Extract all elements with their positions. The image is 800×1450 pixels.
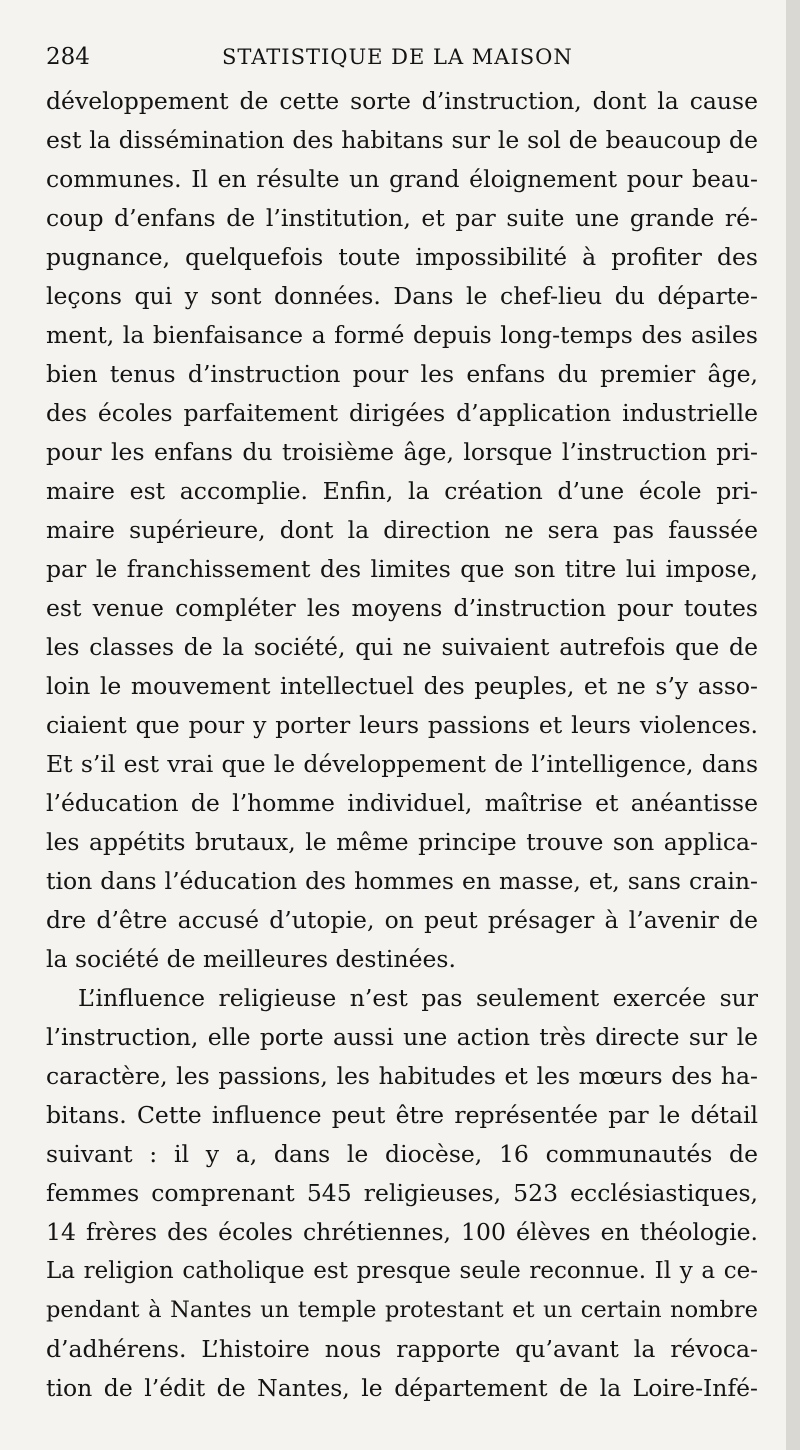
text-line: caractère, les passions, les habitudes et les mœurs des ha-	[46, 1062, 758, 1090]
running-head	[46, 40, 758, 74]
text-line: La religion catholique est presque seule reconnue. Il y a ce-	[46, 1258, 758, 1284]
text-line: bien tenus d’instruction pour les enfans du premier âge,	[46, 360, 758, 388]
text-line: dre d’être accusé d’utopie, on peut présager à l’avenir de	[46, 906, 758, 934]
text-line: maire supérieure, dont la direction ne sera pas faussée	[46, 516, 758, 544]
text-line: femmes comprenant 545 religieuses, 523 ecclésiastiques,	[46, 1179, 758, 1207]
body-text	[46, 82, 758, 1408]
text-line: tion de l’édit de Nantes, le département de la Loire-Infé-	[46, 1374, 758, 1402]
text-line: ciaient que pour y porter leurs passions et leurs violences.	[46, 711, 758, 739]
text-line: développement de cette sorte d’instruction, dont la cause	[46, 87, 758, 115]
text-line: tion dans l’éducation des hommes en masse, et, sans crain-	[46, 867, 758, 895]
text-line: ment, la bienfaisance a formé depuis long-temps des asiles	[46, 321, 758, 349]
text-line: pugnance, quelquefois toute impossibilité à profiter des	[46, 243, 758, 271]
paragraph-2	[46, 979, 758, 1408]
text-line: Et s’il est vrai que le développement de l’intelligence, dans	[46, 750, 758, 778]
text-line: bitans. Cette influence peut être représentée par le détail	[46, 1101, 758, 1129]
text-line: est la dissémination des habitans sur le sol de beaucoup de	[46, 126, 758, 154]
text-line: pendant à Nantes un temple protestant et un certain nombre	[46, 1297, 758, 1323]
text-line: 14 frères des écoles chrétiennes, 100 élèves en théologie.	[46, 1218, 758, 1246]
page-edge-shadow	[786, 0, 800, 1450]
page-number: 284	[46, 44, 90, 70]
text-line: loin le mouvement intellectuel des peuples, et ne s’y asso-	[46, 672, 758, 700]
text-line: pour les enfans du troisième âge, lorsque l’instruction pri-	[46, 438, 758, 466]
text-line: L’influence religieuse n’est pas seulement exercée sur	[78, 984, 758, 1012]
text-line: les classes de la société, qui ne suivaient autrefois que de	[46, 633, 758, 661]
text-line: d’adhérens. L’histoire nous rapporte qu’avant la révoca-	[46, 1335, 758, 1363]
text-line: leçons qui y sont données. Dans le chef-lieu du départe-	[46, 282, 758, 310]
text-line: maire est accomplie. Enfin, la création d’une école pri-	[46, 477, 758, 505]
text-line: des écoles parfaitement dirigées d’application industrielle	[46, 399, 758, 427]
text-line: l’éducation de l’homme individuel, maîtrise et anéantisse	[46, 789, 758, 817]
text-line: communes. Il en résulte un grand éloignement pour beau-	[46, 165, 758, 193]
paragraph-1	[46, 82, 758, 979]
text-line: par le franchissement des limites que son titre lui impose,	[46, 555, 758, 583]
text-line: est venue compléter les moyens d’instruction pour toutes	[46, 594, 758, 622]
text-line: la société de meilleures destinées.	[46, 945, 456, 973]
text-line: l’instruction, elle porte aussi une action très directe sur le	[46, 1023, 758, 1051]
text-line: coup d’enfans de l’institution, et par suite une grande ré-	[46, 204, 758, 232]
running-title: STATISTIQUE DE LA MAISON	[222, 45, 573, 69]
text-line: suivant : il y a, dans le diocèse, 16 communautés de	[46, 1140, 758, 1168]
text-line: les appétits brutaux, le même principe trouve son applica-	[46, 828, 758, 856]
